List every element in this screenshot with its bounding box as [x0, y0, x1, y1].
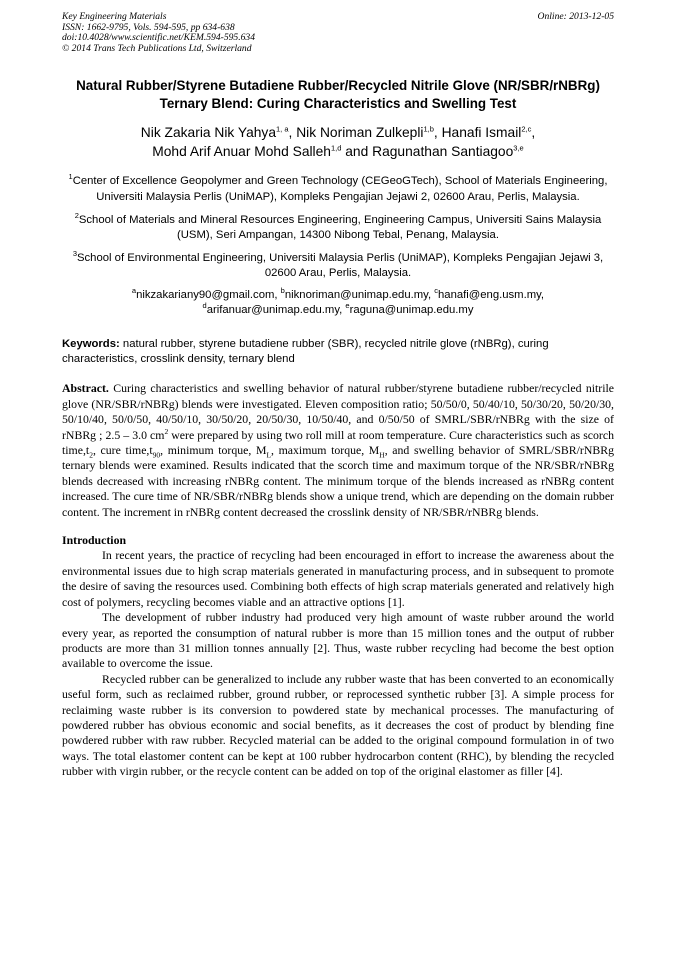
email-mark: c: [434, 285, 438, 295]
affiliation-text: Center of Excellence Geopolymer and Green Technology (CEGeoGTech), School of Materials Engineering, Universiti Malaysia Perlis (UniMAP), Kompleks Pengajian Jejawi 2, 02600 Arau, Perlis, Malaysia.: [72, 175, 608, 203]
doi-line[interactable]: doi:10.4028/www.scientific.net/KEM.594-595.634: [62, 32, 256, 44]
author-name: Nik Noriman Zulkepli: [296, 125, 424, 141]
email-link[interactable]: hanafi@eng.usm.my,: [438, 288, 545, 301]
issn-line: ISSN: 1662-9795, Vols. 594-595, pp 634-638: [62, 21, 235, 33]
keywords: [62, 337, 614, 367]
affiliation-text: School of Environmental Engineering, Universiti Malaysia Perlis (UniMAP), Kompleks Pengajian Jejawi 3, 02600 Arau, Perlis, Malaysia.: [77, 252, 604, 280]
author-list: Nik Zakaria Nik Yahya$^{1, a}$, Nik Noriman Zulkepli$^{1,b}$, Hanafi Ismail$^{2,c}$, Mohd Arif Anuar Mohd Salleh$^{1,d}$ and Ragunathan Santiagoo$^{3,e}$: [140, 124, 536, 160]
body-paragraph: The development of rubber industry had produced very high amount of waste rubber around the world every year, as reported the consumption of natural rubber is more than 15 million tones and the output of rubber products are more than 31 million tonnes annually [2]. Thus, waste rubber recycling had become the best option available to overcome the issue.: [62, 610, 614, 671]
journal-name: Key Engineering Materials: [62, 11, 167, 22]
affiliation-number: 3: [72, 249, 77, 259]
abstract-text: , cure time,t: [92, 443, 153, 458]
abstract-text: were prepared by using two roll mill at room temperature. Cure characteristics such as scorch time,t: [62, 427, 614, 458]
author-name: Mohd Arif Anuar Mohd Salleh: [152, 144, 331, 160]
abstract-sub: 90: [152, 450, 161, 460]
email-mark: a: [131, 285, 137, 295]
author-name: Nik Zakaria Nik Yahya: [140, 125, 277, 141]
author-name: Ragunathan Santiagoo: [372, 144, 514, 160]
abstract-text: , minimum torque, M: [160, 443, 267, 458]
abstract: [62, 381, 614, 520]
abstract-sup: 2: [164, 426, 169, 436]
abstract-sub: L: [266, 450, 272, 460]
abstract-sub: H: [379, 450, 385, 460]
abstract-text: , maximum torque, M: [271, 443, 380, 458]
affiliation-number: 1: [68, 172, 73, 182]
body-paragraph: Recycled rubber can be generalized to include any rubber waste that has been converted to an economically useful form, such as reclaimed rubber, ground rubber, or reprocessed synthetic rubber [3]. A simple process for reclaiming waste rubber is its conversion to powdered state by mechanical processes. The manufacturing of powdered rubber has obvious economic and social benefits, as it decreases the cost of product by blending fine powdered rubber with raw rubber. Recycled material can be added to the original compound formulation in of two ways. The total elastomer content can be kept at 100 rubber hydrocarbon content (RHC), by blending the recycled rubber with virgin rubber, or the recycle content can be added on top of the original elastomer as filler [4].: [62, 671, 614, 779]
keywords-text: natural rubber, styrene butadiene rubber (SBR), recycled nitrile glove (rNBRg), curing characteristics, crosslink density, ternary blend: [62, 338, 549, 366]
email-list: [62, 285, 614, 318]
author-affil-mark: 1,d: [330, 143, 342, 153]
section-heading-introduction: Introduction: [62, 533, 127, 548]
author-affil-mark: 3,e: [513, 143, 524, 153]
paper-title: Natural Rubber/Styrene Butadiene Rubber/Recycled Nitrile Glove (NR/SBR/rNBRg) Ternary Blend: Curing Characteristics and Swelling Test: [76, 78, 600, 112]
abstract-text: Curing characteristics and swelling behavior of natural rubber/styrene butadiene rubber/recycled nitrile glove (NR/SBR/rNBRg) blends were investigated. Eleven composition ratio; 50/50/0, 50/40/10, 50/30/20, 50/20/30, 50/10/40, 50/0/50, 40/50/10, 30/50/20, 20/50/30, 10/50/40, and 0/50/50 of SMRL/SBR/rNBRg with the size of rNBRg ; 2.5 – 3.0 cm: [62, 381, 614, 442]
journal-header: [62, 12, 614, 54]
abstract-text: , and swelling behavior of SMRL/SBR/rNBRg ternary blends were examined. Results indicated that the scorch time and maximum torque of the NR/SBR/rNBRg blends decreased with increasing rNBRg content. The minimum torque of the blends increased as rNBRg content increased. The cure time of NR/SBR/rNBRg blends show a unique trend, which are depending on the domain rubber content. The increment in rNBRg content decreased the crosslink density of NR/SBR/rNBRg blends.: [62, 443, 614, 519]
author-name: Hanafi Ismail: [441, 125, 522, 141]
email-mark: b: [280, 285, 285, 295]
affiliation-text: School of Materials and Mineral Resources Engineering, Engineering Campus, Universiti Sains Malaysia (USM), Seri Ampangan, 14300 Nibong Tebal, Penang, Malaysia.: [78, 213, 602, 241]
paper-page: [62, 12, 614, 780]
copyright-line: © 2014 Trans Tech Publications Ltd, Switzerland: [62, 42, 252, 54]
author-conjunction: and: [345, 144, 369, 160]
online-date: Online: 2013-12-05: [537, 11, 614, 22]
email-link[interactable]: arifanuar@unimap.edu.my,: [206, 303, 343, 316]
body-paragraph: In recent years, the practice of recycling had been encouraged in effort to increase the awareness about the environmental issues due to high scrap materials generated in manufacturing process, and in subsequent to promote the desire of saving the resources used. Combining both effects of high scrap materials generated and relatively high cost of polymers, recycling becomes viable and an attractive options [1].: [62, 548, 614, 609]
email-mark: e: [345, 301, 350, 311]
affiliation-number: 2: [74, 211, 79, 221]
affiliation-1: [62, 174, 614, 204]
email-link[interactable]: nikzakariany90@gmail.com,: [136, 288, 278, 301]
affiliation-2: [62, 213, 614, 243]
author-affil-mark: 1, a: [276, 124, 289, 134]
author-affil-mark: 1,b: [423, 124, 434, 134]
affiliation-3: [62, 251, 614, 281]
email-link[interactable]: raguna@unimap.edu.my: [349, 303, 474, 316]
abstract-sub: 2: [89, 450, 93, 460]
author-affil-mark: 2,c: [521, 124, 532, 134]
email-mark: d: [202, 301, 207, 311]
keywords-label: Keywords:: [62, 338, 120, 350]
abstract-label: Abstract.: [62, 381, 109, 396]
email-link[interactable]: niknoriman@unimap.edu.my,: [284, 288, 432, 301]
